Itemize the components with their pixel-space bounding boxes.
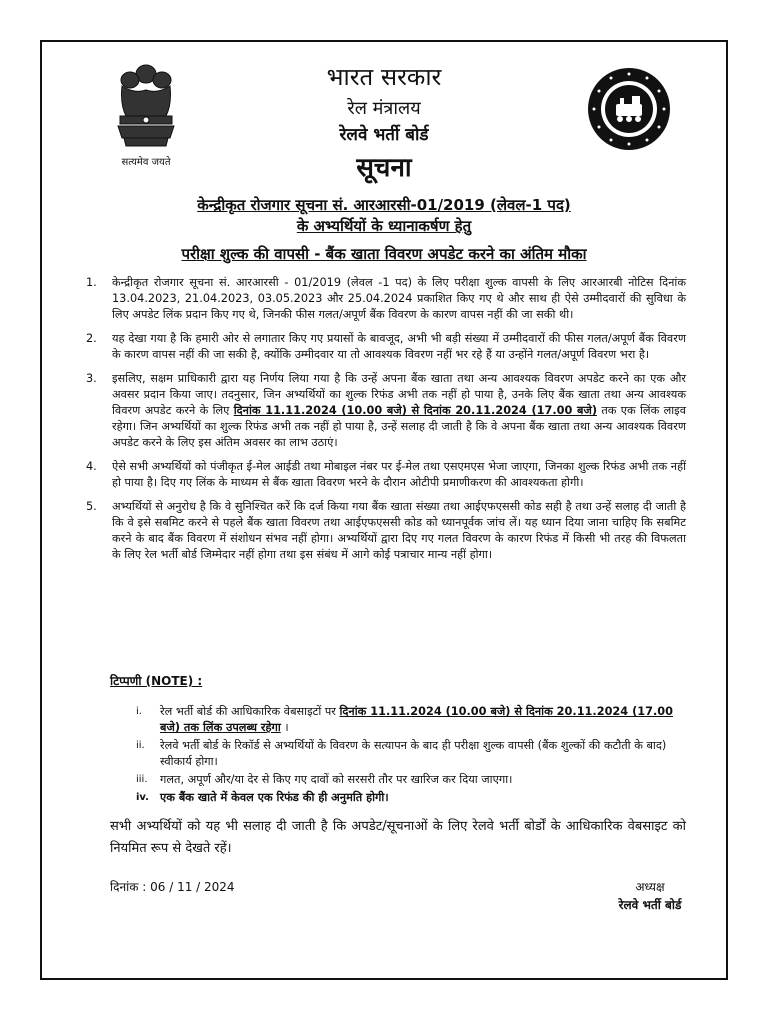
note-item (136, 704, 686, 736)
note-text: एक बैंक खाते में केवल एक रिफंड की ही अनुमति होगी। (160, 791, 389, 804)
emblem-motto: सत्यमेव जयते (121, 157, 171, 168)
page-title: सूचना (356, 153, 412, 183)
point-number: 3. (86, 372, 97, 385)
note-list (136, 704, 686, 808)
header-government: भारत सरकार (326, 63, 442, 91)
signatory-title: अध्यक्ष (635, 880, 665, 894)
header-board: रेलवे भर्ती बोर्ड (339, 125, 429, 145)
notice-point (86, 499, 686, 563)
subject-line-1: केन्द्रीकृत रोजगार सूचना सं. आरआरसी-01/2019 (लेवल-1 पद) (197, 196, 571, 214)
note-text: रेलवे भर्ती बोर्ड के रिकॉर्ड से अभ्यर्थियों के विवरण के सत्यापन के बाद ही परीक्षा शुल्क वापसी (बैंक शुल्कों की कटौती के बाद) स्वीकार्य होगा। (160, 739, 667, 768)
note-item (136, 738, 686, 770)
note-number: iv. (136, 792, 149, 803)
point-text: यह देखा गया है कि हमारी ओर से लगातार किए गए प्रयासों के बावजूद, अभी भी बड़ी संख्या में उम्मीदवारों की फीस गलत/अपूर्ण बैंक विवरण के कारण वापस नहीं की जा सकी है, क्योंकि उम्मीदवार या तो आवश्यक विवरण नहीं भर रहे हैं या उन्होंने गलत/अपूर्ण विवरण भरा है। (112, 332, 686, 361)
note-number: i. (136, 706, 142, 717)
note-text: गलत, अपूर्ण और/या देर से किए गए दावों को सरसरी तौर पर खारिज कर दिया जाएगा। (160, 773, 513, 786)
point-text: ऐसे सभी अभ्यर्थियों को पंजीकृत ई-मेल आईडी तथा मोबाइल नंबर पर ई-मेल तथा एसएमएस भेजा जाएगा, जिनका शुल्क रिफंड अभी तक नहीं हो पाया है। दिए गए लिंक के माध्यम से बैंक खाता विवरण भरने के दौरान ओटीपी प्रमाणीकरण की आवश्यकता होगी। (112, 460, 686, 489)
signature-block (600, 878, 700, 914)
note-item (136, 790, 686, 806)
note-item (136, 772, 686, 788)
note-heading: टिप्पणी (NOTE) : (110, 674, 203, 688)
link-availability-dates: दिनांक 11.11.2024 (10.00 बजे) से दिनांक 20.11.2024 (17.00 बजे) तक लिंक उपलब्ध रहेगा (160, 705, 673, 734)
point-number: 1. (86, 276, 97, 289)
point-text: केन्द्रीकृत रोजगार सूचना सं. आरआरसी - 01/2019 (लेवल -1 पद) के लिए परीक्षा शुल्क वापसी के लिए आरआरबी नोटिस दिनांक 13.04.2023, 21.04.2023, 03.05.2023 और 25.04.2024 प्रकाशित किए गए थे और साथ ही ऐसे उम्मीदवारों की सुविधा के लिए अपडेट लिंक प्रदान किए गए थे, जिनकी फीस गलत/अपूर्ण बैंक विवरण के कारण वापस नहीं की जा सकी थी। (112, 276, 686, 321)
notice-point (86, 459, 686, 491)
subject-line-3: परीक्षा शुल्क की वापसी - बैंक खाता विवरण अपडेट करने का अंतिम मौका (181, 245, 587, 263)
point-text-continued: तक एक लिंक लाइव रहेगा। जिन अभ्यर्थियों का शुल्क रिफंड अभी तक नहीं हो पाया है, उन्हें सलाह दी जाती है कि वे अपना बैंक खाता तथा अन्य आवश्यक विवरण अपडेट करने के लिए इस अंतिम अवसर का लाभ उठाएं। (112, 404, 686, 449)
point-number: 4. (86, 460, 97, 473)
subject-line-2: के अभ्यर्थियों के ध्यानाकर्षण हेतु (296, 217, 472, 235)
point-number: 5. (86, 500, 97, 513)
point-number: 2. (86, 332, 97, 345)
point-text: इसलिए, सक्षम प्राधिकारी द्वारा यह निर्णय लिया गया है कि उन्हें अपना बैंक खाता तथा अन्य आवश्यक विवरण अपडेट करने का एक और अवसर प्रदान किया जाए। तदनुसार, जिन अभ्यर्थियों का शुल्क रिफंड अभी तक नहीं हो पाया है, उनके लिए बैंक खाता तथा अन्य आवश्यक विवरण अपडेट करने के लिए (112, 372, 686, 417)
notice-points (86, 275, 686, 571)
note-number: ii. (136, 740, 145, 751)
point-text: अभ्यर्थियों से अनुरोध है कि वे सुनिश्चित करें कि दर्ज किया गया बैंक खाता संख्या तथा आईएफएससी कोड सही है तथा उन्हें सलाह दी जाती है कि वे इसे सबमिट करने से पहले बैंक खाता विवरण तथा आईएफएससी कोड को ध्यानपूर्वक जांच लें। यह ध्यान दिया जाना चाहिए कि सबमिट करने के बाद बैंक विवरण में संशोधन संभव नहीं होगा। अभ्यर्थियों द्वारा दिए गए गलत विवरण के कारण रिफंड में किसी भी तरह की विफलता के लिए रेल भर्ती बोर्ड जिम्मेदार नहीं होगा तथा इस संबंध में आगे कोई पत्राचार मान्य नहीं होगा। (112, 500, 686, 561)
note-number: iii. (136, 774, 148, 785)
link-date-range: दिनांक 11.11.2024 (10.00 बजे) से दिनांक 20.11.2024 (17.00 बजे) (233, 404, 597, 417)
notice-point (86, 331, 686, 363)
note-text: रेल भर्ती बोर्ड की आधिकारिक वेबसाइटों पर (160, 705, 340, 718)
notice-date: दिनांक : 06 / 11 / 2024 (110, 880, 235, 894)
notice-point (86, 371, 686, 451)
notice-point (86, 275, 686, 323)
header-ministry: रेल मंत्रालय (347, 98, 421, 119)
advice-paragraph: सभी अभ्यर्थियों को यह भी सलाह दी जाती है कि अपडेट/सूचनाओं के लिए रेलवे भर्ती बोर्डों के आधिकारिक वेबसाइट को नियमित रूप से देखते रहें। (110, 819, 686, 856)
note-text-end: । (280, 721, 289, 734)
signatory-office: रेलवे भर्ती बोर्ड (618, 898, 682, 912)
